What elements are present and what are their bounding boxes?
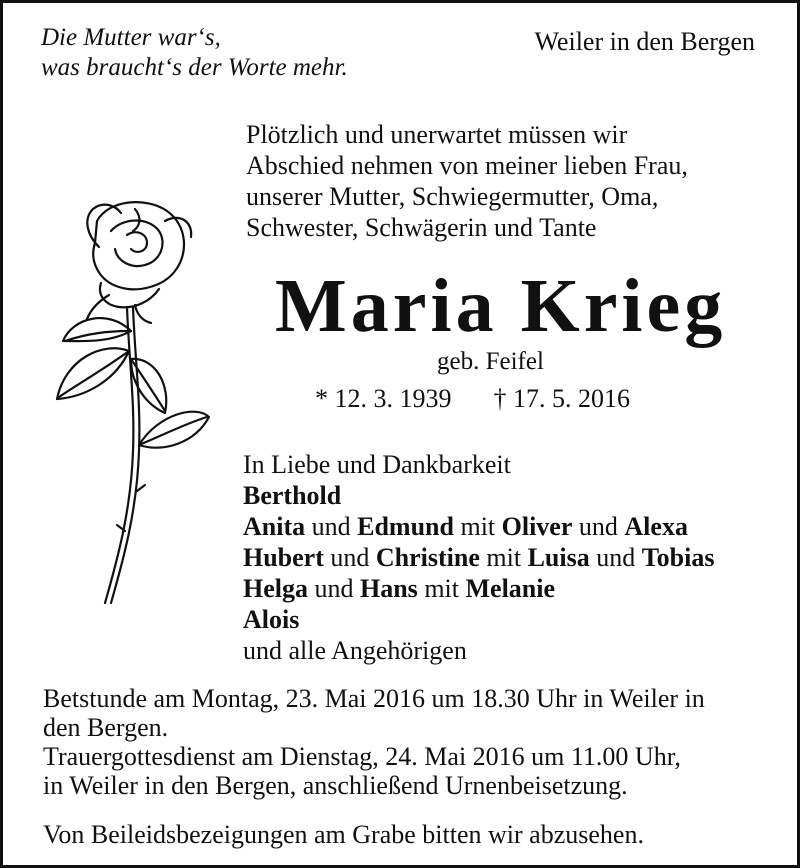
intro-text [246, 119, 688, 243]
life-dates [315, 384, 630, 414]
connector-text: und [589, 543, 642, 572]
family-closing: und alle Angehörigen [243, 636, 467, 665]
service-line: den Bergen. [43, 713, 169, 742]
motto-line: was braucht‘s der Worte mehr. [41, 54, 348, 81]
family-member: Hans [360, 574, 418, 603]
deceased-name: Maria Krieg [275, 264, 727, 348]
family-member: Berthold [243, 481, 342, 510]
service-details [43, 684, 705, 800]
family-line [243, 480, 714, 511]
connector-text: und [308, 574, 360, 603]
birth-name: geb. Feifel [437, 348, 544, 375]
family-member: Tobias [641, 543, 715, 572]
closing-note: Von Beileidsbezeigungen am Grabe bitten wir abzusehen. [43, 820, 644, 849]
family-member: Christine [375, 543, 480, 572]
family-member: Helga [243, 574, 308, 603]
family-member: Hubert [243, 543, 324, 572]
place-name: Weiler in den Bergen [534, 27, 755, 56]
family-line [243, 511, 714, 542]
family-member: Melanie [465, 574, 556, 603]
family-member: Edmund [357, 512, 454, 541]
intro-line: Abschied nehmen von meiner lieben Frau, [246, 151, 688, 180]
family-member: Alois [243, 605, 300, 634]
intro-line: Plötzlich und unerwartet müssen wir [246, 120, 628, 149]
connector-text: mit [453, 512, 502, 541]
motto-line: Die Mutter war‘s, [41, 24, 221, 51]
family-line [243, 573, 714, 604]
family-line [243, 604, 714, 635]
service-line: Betstunde am Montag, 23. Mai 2016 um 18.30 Uhr in Weiler in [43, 684, 705, 713]
motto [41, 23, 348, 83]
connector-text: mit [417, 574, 466, 603]
connector-text: mit [479, 543, 528, 572]
service-line: Trauergottesdienst am Dienstag, 24. Mai 2016 um 11.00 Uhr, [43, 742, 681, 771]
family-heading: In Liebe und Dankbarkeit [243, 450, 511, 479]
death-date: † 17. 5. 2016 [493, 384, 630, 413]
service-line: in Weiler in den Bergen, anschließend Urnenbeisetzung. [43, 771, 628, 800]
family-list [243, 449, 714, 666]
family-member: Luisa [527, 543, 590, 572]
family-member: Anita [243, 512, 306, 541]
rose-icon [39, 191, 219, 611]
family-line [243, 542, 714, 573]
family-member: Oliver [501, 512, 573, 541]
birth-date: * 12. 3. 1939 [315, 384, 452, 413]
connector-text: und [572, 512, 625, 541]
family-member: Alexa [624, 512, 688, 541]
intro-line: unserer Mutter, Schwiegermutter, Oma, [246, 182, 659, 211]
connector-text: und [323, 543, 376, 572]
intro-line: Schwester, Schwägerin und Tante [246, 213, 597, 242]
connector-text: und [305, 512, 358, 541]
